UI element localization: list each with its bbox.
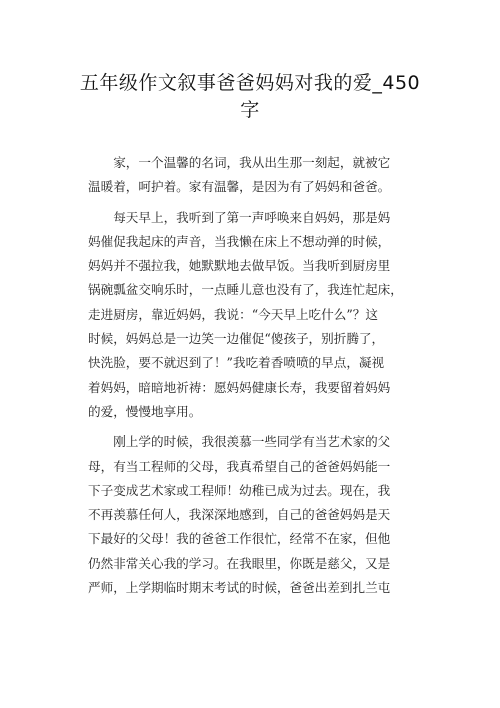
body-line: 妈妈并不强拉我，她默默地去做早饭。当我听到厨房里 xyxy=(88,258,391,274)
body-line: 下最好的父母！我的爸爸工作很忙，经常不在家，但他 xyxy=(88,531,391,547)
body-line: 每天早上，我听到了第一声呼唤来自妈妈，那是妈 xyxy=(88,209,391,225)
body-line: 母，有当工程师的父母，我真希望自己的爸爸妈妈能一 xyxy=(88,458,391,474)
body-line: 快洗脸，要不就迟到了！”我吃着香喷喷的早点，凝视 xyxy=(88,355,385,371)
title-line-1: 五年级作文叙事爸爸妈妈对我的爱_450 xyxy=(79,72,421,94)
document-body xyxy=(88,151,418,600)
body-line: 着妈妈，暗暗地祈祷：愿妈妈健康长寿，我要留着妈妈 xyxy=(88,379,391,395)
body-line: 严师，上学期临时期末考试的时候，爸爸出差到扎兰屯 xyxy=(88,580,391,596)
body-line: 锅碗瓢盆交响乐时，一点睡儿意也没有了，我连忙起床， xyxy=(88,282,403,298)
body-line: 妈催促我起床的声音，当我懒在床上不想动弹的时候， xyxy=(88,233,391,249)
body-line: 走进厨房，靠近妈妈，我说：“今天早上吃什么”？这 xyxy=(88,306,378,322)
body-line: 的爱，慢慢地享用。 xyxy=(88,403,202,419)
body-line: 刚上学的时候，我很羡慕一些同学有当艺术家的父 xyxy=(88,434,391,450)
body-line: 下子变成艺术家或工程师！幼稚已成为过去。现在，我 xyxy=(88,482,391,498)
body-line: 不再羡慕任何人，我深深地感到，自己的爸爸妈妈是天 xyxy=(88,507,391,523)
body-line: 时候，妈妈总是一边笑一边催促“傻孩子，别折腾了， xyxy=(88,331,385,347)
body-line: 仍然非常关心我的学习。在我眼里，你既是慈父，又是 xyxy=(88,555,391,571)
document-title xyxy=(60,70,440,124)
title-line-2: 字 xyxy=(240,99,260,121)
body-line: 温暖着，呵护着。家有温馨，是因为有了妈妈和爸爸。 xyxy=(88,179,391,195)
body-line: 家，一个温馨的名词，我从出生那一刻起，就被它 xyxy=(88,155,391,170)
